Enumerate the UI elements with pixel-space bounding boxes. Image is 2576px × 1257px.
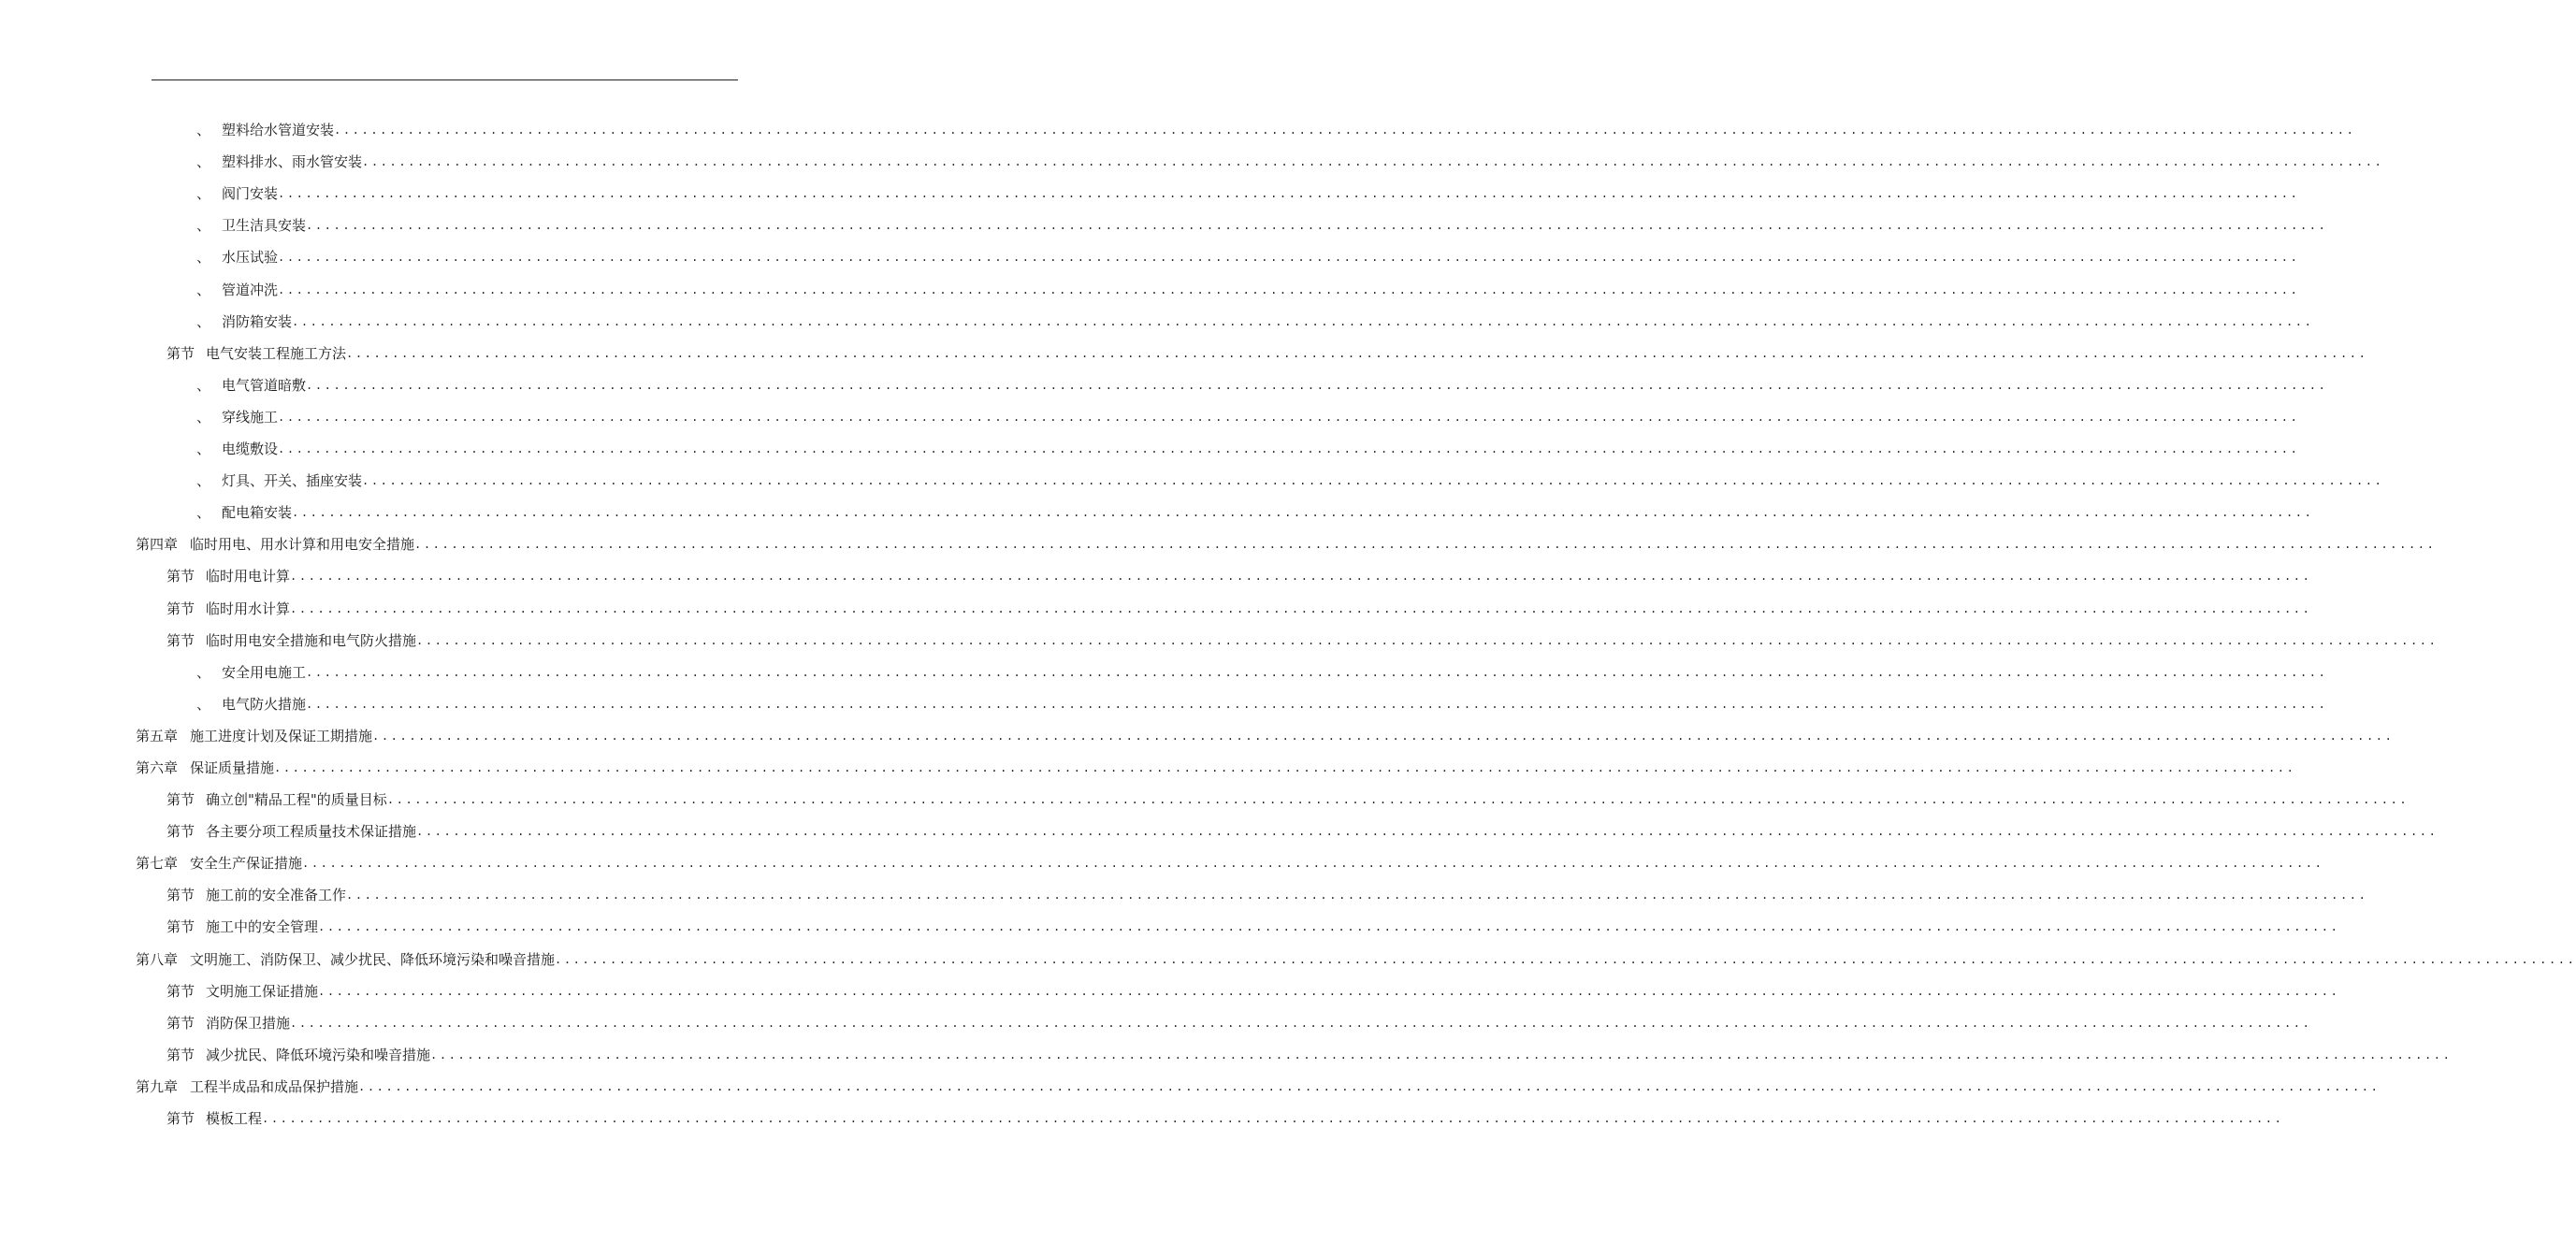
toc-entry-title: 管道冲洗 [222,281,279,298]
toc-dot-leader: ............................................................................................................................................................................................................................ [362,474,2384,488]
toc-dot-leader: ............................................................................................................................................................................................................................ [306,665,2328,679]
toc-entry-section[interactable] [0,874,2368,905]
toc-dot-leader: ............................................................................................................................................................................................................................ [386,793,2410,807]
toc-entry-section[interactable] [0,905,2340,937]
toc-entry-title: 施工进度计划及保证工期措施 [190,727,373,744]
toc-dot-leader: ............................................................................................................................................................................................................................ [290,601,2312,615]
toc-entry-section[interactable] [0,778,2410,810]
toc-entry-section[interactable] [0,586,2312,618]
toc-entry-title: 配电箱安装 [222,504,293,522]
toc-entry-title: 文明施工保证措施 [206,982,319,1000]
toc-entry-title: 施工前的安全准备工作 [206,887,347,904]
toc-entry-prefix: 第节 [166,918,195,936]
toc-dot-leader: ............................................................................................................................................................................................................................ [358,1079,2381,1093]
toc-dot-leader: ............................................................................................................................................................................................................................ [274,760,2296,774]
toc-entry-title: 临时用电、用水计算和用电安全措施 [190,536,415,554]
toc-entry-section[interactable] [0,619,2439,651]
toc-entry-prefix: 第九章 [136,1077,179,1095]
header-rule [152,79,738,80]
toc-dot-leader: ............................................................................................................................................................................................................................ [302,857,2324,871]
toc-entry-title: 安全用电施工 [222,663,307,681]
toc-entry-section[interactable] [0,332,2368,364]
toc-entry-title: 安全生产保证措施 [190,855,303,873]
toc-entry-chapter[interactable] [0,746,2296,778]
toc-entry-prefix: 、 [196,122,211,139]
toc-dot-leader: ............................................................................................................................................................................................................................ [362,155,2384,169]
toc-entry-prefix: 、 [196,217,211,235]
toc-entry-title: 水压试验 [222,249,279,267]
toc-entry-item[interactable] [0,651,2328,683]
toc-entry-chapter[interactable] [0,842,2324,874]
toc-entry-prefix: 、 [196,312,211,330]
toc-entry-title: 临时用电计算 [206,568,291,585]
toc-dot-leader: ............................................................................................................................................................................................................................ [278,410,2300,424]
toc-dot-leader: ............................................................................................................................................................................................................................ [555,952,2576,966]
toc-dot-leader: ............................................................................................................................................................................................................................ [290,570,2312,584]
toc-entry-prefix: 、 [196,441,211,458]
toc-entry-chapter[interactable] [0,937,2576,969]
toc-entry-item[interactable] [0,140,2384,172]
toc-entry-title: 施工中的安全管理 [206,918,319,936]
toc-entry-title: 电气安装工程施工方法 [206,344,347,362]
toc-entry-section[interactable] [0,1033,2453,1065]
toc-entry-prefix: 、 [196,153,211,171]
toc-entry-prefix: 第节 [166,344,195,362]
toc-dot-leader: ............................................................................................................................................................................................................................ [278,282,2300,296]
toc-dot-leader: ............................................................................................................................................................................................................................ [306,378,2328,392]
toc-entry-prefix: 第五章 [136,727,179,744]
toc-entry-prefix: 第节 [166,1110,195,1127]
toc-entry-title: 模板工程 [206,1110,263,1127]
toc-entry-prefix: 、 [196,663,211,681]
toc-entry-title: 消防箱安装 [222,312,293,330]
toc-entry-title: 塑料给水管道安装 [222,122,335,139]
toc-dot-leader: ............................................................................................................................................................................................................................ [278,187,2300,201]
toc-entry-title: 各主要分项工程质量技术保证措施 [206,823,417,841]
toc-dot-leader: ............................................................................................................................................................................................................................ [290,1016,2312,1030]
toc-entry-prefix: 第节 [166,1046,195,1063]
toc-dot-leader: ............................................................................................................................................................................................................................ [318,920,2340,934]
toc-entry-title: 塑料排水、雨水管安装 [222,153,363,171]
toc-entry-item[interactable] [0,459,2384,491]
toc-entry-title: 卫生洁具安装 [222,217,307,235]
toc-entry-item[interactable] [0,396,2300,427]
toc-entry-title: 消防保卫措施 [206,1014,291,1032]
toc-entry-title: 保证质量措施 [190,759,275,776]
toc-dot-leader: ............................................................................................................................................................................................................................ [306,219,2328,233]
toc-entry-section[interactable] [0,970,2340,1002]
toc-entry-chapter[interactable] [0,1065,2381,1097]
toc-dot-leader: ............................................................................................................................................................................................................................ [346,889,2368,903]
toc-entry-section[interactable] [0,810,2439,842]
toc-dot-leader: ............................................................................................................................................................................................................................ [306,697,2328,711]
toc-entry-title: 临时用水计算 [206,600,291,617]
toc-dot-leader: ............................................................................................................................................................................................................................ [334,123,2356,137]
toc-entry-prefix: 、 [196,249,211,267]
toc-entry-item[interactable] [0,204,2328,236]
toc-entry-chapter[interactable] [0,523,2437,555]
toc-dot-leader: ............................................................................................................................................................................................................................ [278,251,2300,265]
toc-entry-title: 电气管道暗敷 [222,376,307,394]
toc-entry-item[interactable] [0,108,2356,140]
table-of-contents [0,108,2576,1129]
toc-dot-leader: ............................................................................................................................................................................................................................ [318,984,2340,998]
toc-dot-leader: ............................................................................................................................................................................................................................ [416,825,2439,839]
toc-entry-prefix: 、 [196,408,211,426]
toc-entry-prefix: 第六章 [136,759,179,776]
toc-dot-leader: ............................................................................................................................................................................................................................ [346,346,2368,360]
toc-entry-title: 灯具、开关、插座安装 [222,472,363,490]
toc-entry-item[interactable] [0,364,2328,396]
toc-entry-item[interactable] [0,300,2314,332]
toc-entry-section[interactable] [0,1002,2312,1033]
toc-entry-prefix: 第节 [166,982,195,1000]
toc-entry-prefix: 、 [196,281,211,298]
toc-entry-prefix: 、 [196,504,211,522]
toc-dot-leader: ............................................................................................................................................................................................................................ [430,1048,2453,1062]
toc-entry-prefix: 、 [196,376,211,394]
toc-entry-prefix: 、 [196,472,211,490]
toc-dot-leader: ............................................................................................................................................................................................................................ [262,1112,2284,1125]
toc-entry-prefix: 第节 [166,823,195,841]
toc-entry-item[interactable] [0,267,2300,299]
toc-entry-item[interactable] [0,683,2328,715]
toc-entry-title: 穿线施工 [222,408,279,426]
toc-entry-prefix: 第节 [166,1014,195,1032]
toc-entry-title: 减少扰民、降低环境污染和噪音措施 [206,1046,431,1063]
toc-entry-prefix: 第节 [166,568,195,585]
toc-entry-item[interactable] [0,172,2300,204]
toc-dot-leader: ............................................................................................................................................................................................................................ [414,538,2437,552]
toc-entry-item[interactable] [0,236,2300,267]
toc-entry-section[interactable] [0,1097,2284,1129]
toc-entry-title: 文明施工、消防保卫、减少扰民、降低环境污染和噪音措施 [190,950,556,968]
toc-entry-prefix: 第节 [166,600,195,617]
toc-entry-title: 电缆敷设 [222,441,279,458]
toc-entry-prefix: 第八章 [136,950,179,968]
toc-entry-prefix: 第节 [166,791,195,809]
toc-dot-leader: ............................................................................................................................................................................................................................ [292,314,2314,328]
toc-entry-title: 电气防火措施 [222,695,307,713]
toc-entry-item[interactable] [0,427,2300,459]
toc-entry-prefix: 第节 [166,887,195,904]
toc-entry-title: 工程半成品和成品保护措施 [190,1077,359,1095]
toc-entry-title: 临时用电安全措施和电气防火措施 [206,631,417,649]
toc-dot-leader: ............................................................................................................................................................................................................................ [416,633,2439,647]
toc-dot-leader: ............................................................................................................................................................................................................................ [278,442,2300,456]
toc-entry-title: 确立创"精品工程"的质量目标 [206,791,387,809]
toc-dot-leader: ............................................................................................................................................................................................................................ [292,506,2314,520]
toc-entry-chapter[interactable] [0,715,2395,746]
toc-entry-section[interactable] [0,555,2312,586]
toc-entry-item[interactable] [0,491,2314,523]
toc-entry-prefix: 、 [196,185,211,203]
toc-entry-prefix: 、 [196,695,211,713]
toc-entry-prefix: 第七章 [136,855,179,873]
toc-dot-leader: ............................................................................................................................................................................................................................ [372,729,2395,743]
toc-entry-title: 阀门安装 [222,185,279,203]
toc-entry-prefix: 第节 [166,631,195,649]
toc-entry-prefix: 第四章 [136,536,179,554]
